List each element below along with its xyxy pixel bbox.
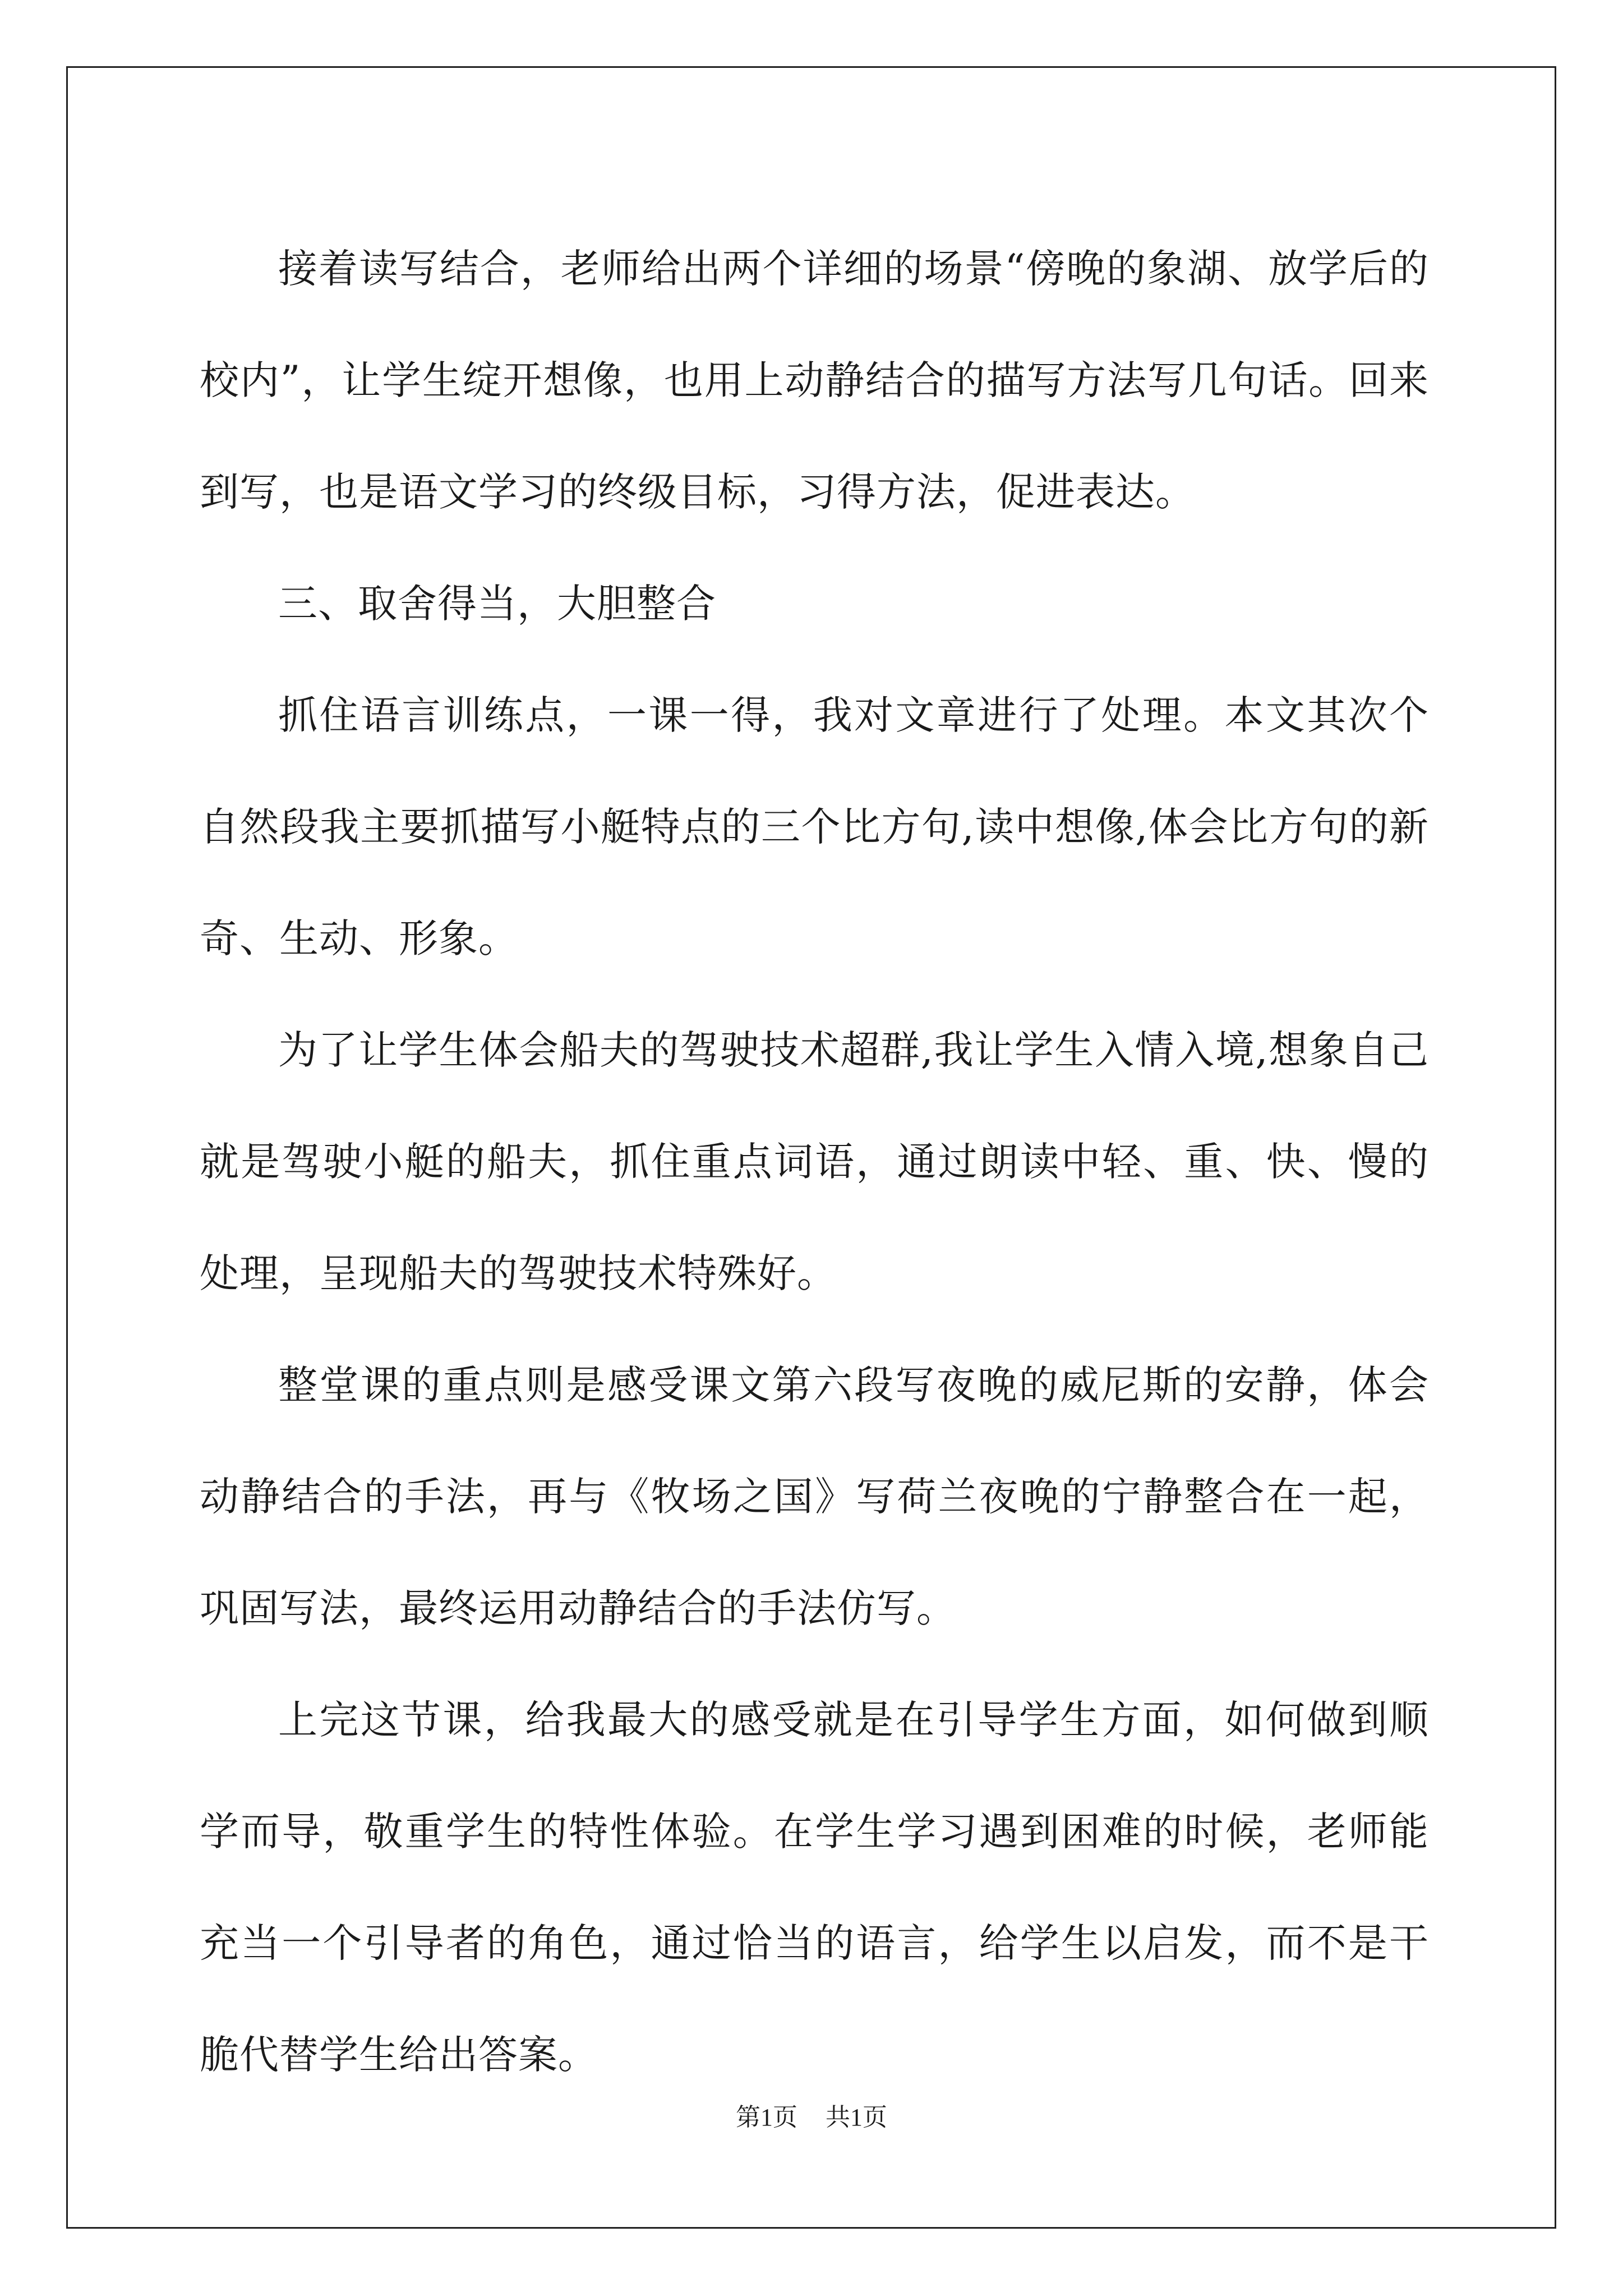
- paragraph-3: 为了让学生体会船夫的驾驶技术超群,我让学生入情入境,想象自己就是驾驶小艇的船夫，抓住重点词语，通过朗读中轻、重、快、慢的处理，呈现船夫的驾驶技术特殊好。: [200, 1027, 1429, 1296]
- paragraph-4: 整堂课的重点则是感受课文第六段写夜晚的威尼斯的安静，体会动静结合的手法，再与《牧场之国》写荷兰夜晚的宁静整合在一起，巩固写法，最终运用动静结合的手法仿写。: [200, 1362, 1429, 1631]
- paragraph-5: 上完这节课，给我最大的感受就是在引导学生方面，如何做到顺学而导，敬重学生的特性体验。在学生学习遇到困难的时候，老师能充当一个引导者的角色，通过恰当的语言，给学生以启发，而不是干脆代替学生给出答案。: [200, 1697, 1429, 2078]
- paragraph-1: 接着读写结合，老师给出两个详细的场景“傍晚的象湖、放学后的校内”，让学生绽开想像，也用上动静结合的描写方法写几句话。回来到写，也是语文学习的终级目标，习得方法，促进表达。: [200, 246, 1429, 515]
- page-footer: [0, 2101, 1623, 2134]
- page-total: 共1页: [826, 2104, 887, 2131]
- document-body: [200, 213, 1429, 2111]
- section-heading: 三、取舍得当，大胆整合: [278, 581, 716, 627]
- paragraph-2: 抓住语言训练点，一课一得，我对文章进行了处理。本文其次个自然段我主要抓描写小艇特点的三个比方句,读中想像,体会比方句的新奇、生动、形象。: [200, 692, 1429, 961]
- page-number: 第1页: [736, 2104, 797, 2131]
